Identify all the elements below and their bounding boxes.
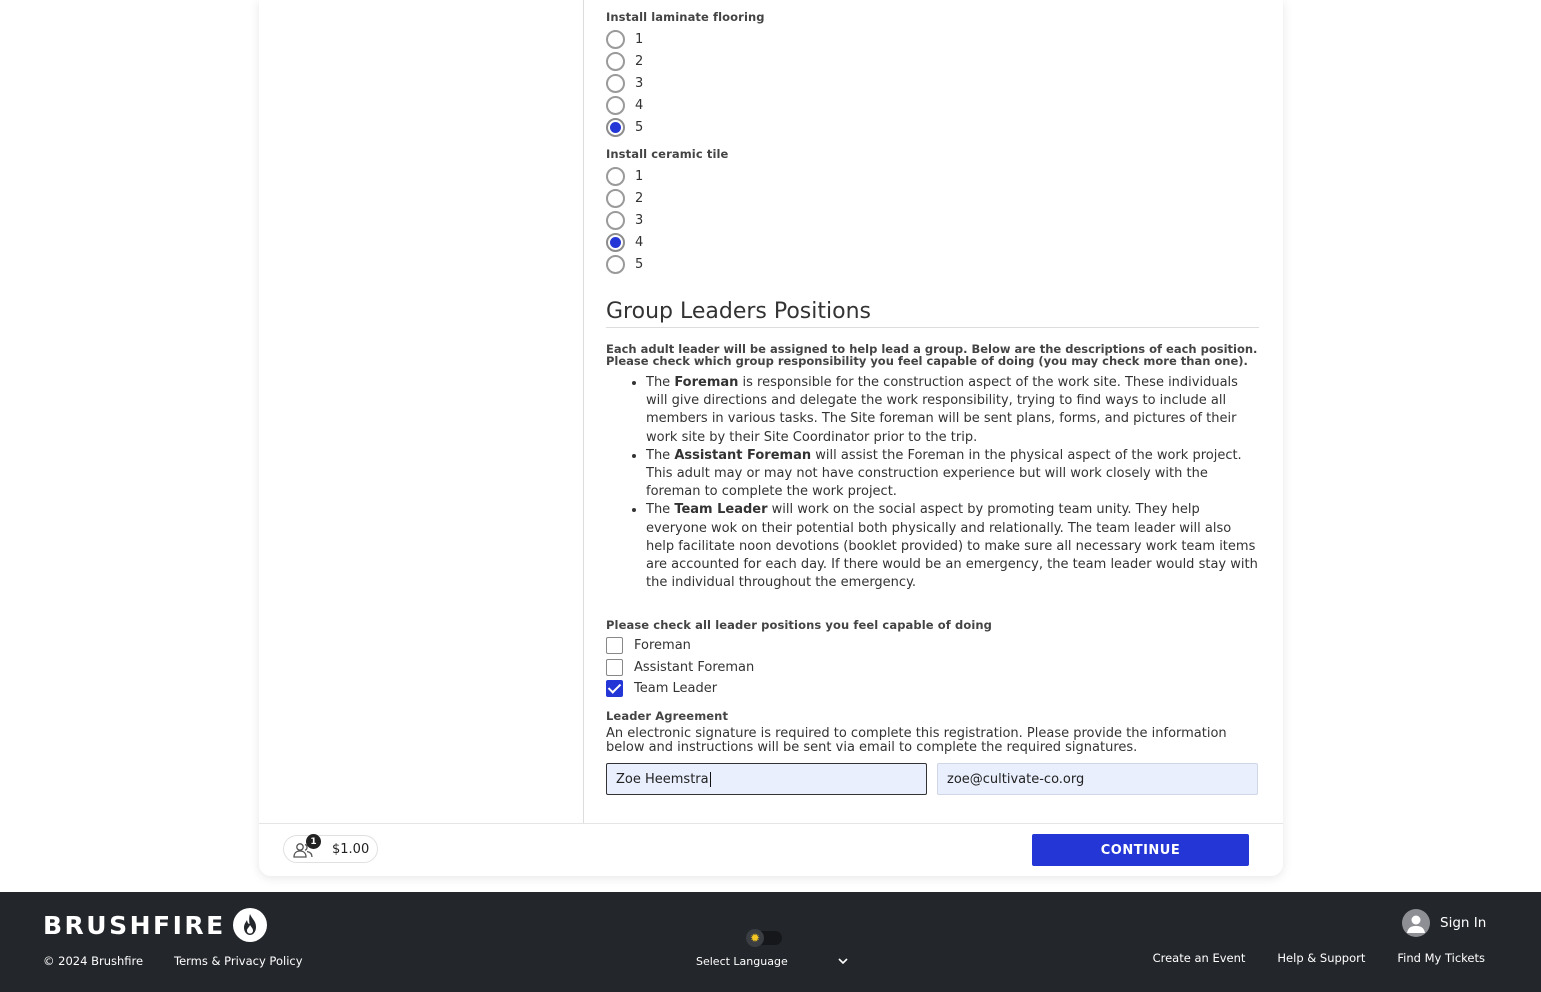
- radio-option[interactable]: [606, 73, 643, 93]
- brand-logo[interactable]: [43, 908, 267, 942]
- radio-option[interactable]: [606, 210, 643, 230]
- radio-label: 5: [635, 256, 644, 272]
- text-caret: [710, 772, 711, 787]
- checkbox-label: Team Leader: [634, 680, 718, 696]
- language-select-value: Select Language: [696, 955, 788, 968]
- sun-icon: ✹: [746, 929, 764, 947]
- section-intro: [606, 343, 1259, 367]
- checkbox-option-assistant-foreman[interactable]: [606, 657, 754, 677]
- checkbox-checked[interactable]: [606, 680, 623, 697]
- radio-button-selected[interactable]: [606, 118, 625, 137]
- radio-label: 3: [635, 75, 644, 91]
- checkbox-option-foreman[interactable]: [606, 635, 691, 655]
- checkbox-label: Assistant Foreman: [634, 659, 755, 675]
- chevron-down-icon: [838, 958, 848, 965]
- radio-button[interactable]: [606, 96, 625, 115]
- agreement-line: An electronic signature is required to complete this registration. Please provide the information: [606, 726, 1227, 741]
- radio-label: 1: [635, 31, 644, 47]
- sign-in-button[interactable]: [1402, 909, 1486, 937]
- radio-button[interactable]: [606, 255, 625, 274]
- radio-option[interactable]: [606, 188, 643, 208]
- radio-label: 4: [635, 97, 644, 113]
- cart-total: $1.00: [332, 842, 370, 857]
- agreement-line: below and instructions will be sent via email to complete the required signatures.: [606, 740, 1138, 755]
- position-item-team-leader: [646, 501, 1258, 592]
- position-item-foreman: [646, 374, 1258, 447]
- radio-option[interactable]: [606, 232, 643, 252]
- radio-button-selected[interactable]: [606, 233, 625, 252]
- radio-option[interactable]: [606, 29, 643, 49]
- radio-label: 2: [635, 53, 644, 69]
- radio-option[interactable]: [606, 254, 643, 274]
- question-label-laminate: Install laminate flooring: [606, 10, 765, 24]
- radio-label: 4: [635, 234, 644, 250]
- section-title: Group Leaders Positions: [606, 299, 1259, 328]
- position-item-assistant-foreman: [646, 447, 1258, 502]
- theme-toggle[interactable]: [746, 931, 782, 945]
- question-label-ceramic: Install ceramic tile: [606, 147, 729, 161]
- language-select[interactable]: [696, 955, 848, 968]
- leader-check-label: Please check all leader positions you feel capable of doing: [606, 618, 992, 632]
- position-name: Assistant Foreman: [674, 447, 812, 463]
- radio-label: 5: [635, 119, 644, 135]
- left-column: [259, 0, 584, 823]
- cart-summary[interactable]: [283, 835, 378, 863]
- radio-button[interactable]: [606, 74, 625, 93]
- sign-in-label: Sign In: [1440, 915, 1487, 931]
- footer-link-create-event[interactable]: Create an Event: [1152, 951, 1246, 965]
- checkbox[interactable]: [606, 659, 623, 676]
- agreement-text: [606, 727, 1259, 755]
- radio-option[interactable]: [606, 95, 643, 115]
- email-input-value: zoe@cultivate-co.org: [947, 771, 1085, 787]
- avatar-icon: [1402, 909, 1430, 937]
- position-prefix: The: [646, 375, 675, 390]
- radio-label: 1: [635, 168, 644, 184]
- radio-button[interactable]: [606, 189, 625, 208]
- continue-button[interactable]: CONTINUE: [1032, 834, 1249, 866]
- radio-label: 3: [635, 212, 644, 228]
- radio-button[interactable]: [606, 167, 625, 186]
- checkbox-label: Foreman: [634, 637, 691, 653]
- footer-link-help-support[interactable]: Help & Support: [1277, 951, 1366, 965]
- radio-label: 2: [635, 190, 644, 206]
- intro-line: Please check which group responsibility you feel capable of doing (you may check more than one).: [606, 354, 1248, 368]
- position-description: will assist the Foreman in the physical aspect of the work project. This adult may or may not have construction experience but will work closely with the foreman to complete the work project.: [646, 447, 1242, 500]
- agreement-label: Leader Agreement: [606, 709, 729, 723]
- radio-option[interactable]: [606, 51, 643, 71]
- intro-line: Each adult leader will be assigned to help lead a group. Below are the descriptions of each position.: [606, 342, 1258, 356]
- radio-button[interactable]: [606, 211, 625, 230]
- site-footer: [0, 892, 1541, 992]
- email-input[interactable]: [937, 763, 1258, 795]
- card-footer: [259, 823, 1283, 876]
- name-input-value: Zoe Heemstra: [616, 771, 709, 787]
- radio-button[interactable]: [606, 30, 625, 49]
- position-prefix: The: [646, 447, 675, 463]
- position-name: Team Leader: [674, 502, 768, 518]
- position-description: will work on the social aspect by promoting team unity. They help everyone wok on their potential both physically and relationally. The team leader will also help facilitate noon devotions (booklet provided) to make sure all necessary work team items are accounted for each day. If there would be an emergency, the team leader would stay with the individual throughout the emergency.: [646, 502, 1258, 591]
- radio-option[interactable]: [606, 117, 643, 137]
- position-name: Foreman: [674, 375, 739, 390]
- checkbox[interactable]: [606, 637, 623, 654]
- registration-card: [259, 0, 1283, 876]
- flame-icon: [233, 908, 267, 942]
- terms-link[interactable]: Terms & Privacy Policy: [174, 954, 303, 968]
- position-prefix: The: [646, 502, 675, 518]
- positions-list: [646, 374, 1258, 592]
- radio-button[interactable]: [606, 52, 625, 71]
- brand-name: BRUSHFIRE: [43, 910, 226, 940]
- footer-link-find-tickets[interactable]: Find My Tickets: [1397, 951, 1485, 965]
- checkbox-option-team-leader[interactable]: [606, 678, 717, 698]
- copyright-text: © 2024 Brushfire: [43, 954, 144, 968]
- radio-option[interactable]: [606, 166, 643, 186]
- cart-count-badge: 1: [306, 834, 321, 849]
- name-input[interactable]: [606, 763, 927, 795]
- footer-links: [1153, 951, 1485, 965]
- position-description: is responsible for the construction aspect of the work site. These individuals will give directions and delegate the work responsibility, trying to find ways to include all members in various tasks. The Site foreman will be sent plans, forms, and pictures of their work site by their Site Coordinator prior to the trip.: [646, 375, 1238, 445]
